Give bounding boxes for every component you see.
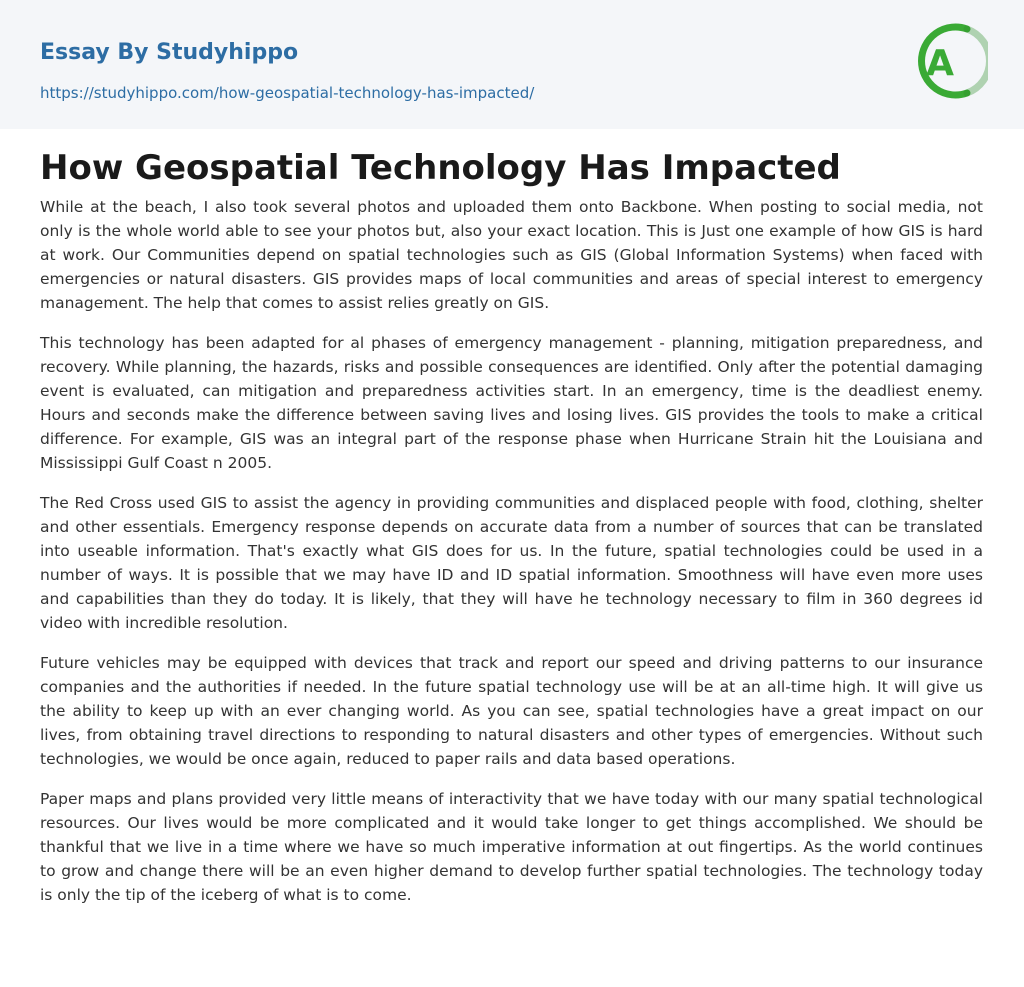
logo-letter: A [926,43,954,84]
article-body [0,129,1024,907]
brand-name[interactable]: Essay By Studyhippo [40,40,299,65]
paragraph-1: While at the beach, I also took several photos and uploaded them onto Backbone. When posting to social media, not only is the whole world able to see your photos but, also your exact location. This is Just one example of how GIS is hard at work. Our Communities depend on spatial technologies such as GIS (Global Information Systems) when faced with emergencies or natural disasters. GIS provides maps of local communities and areas of special interest to emergency management. The help that comes to assist relies greatly on GIS. [40,198,983,312]
paragraph-5: Paper maps and plans provided very little means of interactivity that we have today with our many spatial technological resources. Our lives would be more complicated and it would take longer to get things accomplished. We should be thankful that we live in a time where we have so much imperative information at out fingertips. As the world continues to grow and change there will be an even higher demand to develop further spatial technologies. The technology today is only the tip of the iceberg of what is to come. [40,790,983,904]
page-header [0,0,1024,129]
studyhippo-logo-icon[interactable] [910,17,988,105]
source-url-link[interactable]: https://studyhippo.com/how-geospatial-technology-has-impacted/ [40,84,535,102]
paragraph-3: The Red Cross used GIS to assist the agency in providing communities and displaced people with food, clothing, shelter and other essentials. Emergency response depends on accurate data from a number of sources that can be translated into useable information. That's exactly what GIS does for us. In the future, spatial technologies could be used in a number of ways. It is possible that we may have ID and ID spatial information. Smoothness will have even more uses and capabilities than they do today. It is likely, that they will have he technology necessary to film in 360 degrees id video with incredible resolution. [40,494,983,632]
page-title: How Geospatial Technology Has Impacted [40,148,841,188]
paragraph-4: Future vehicles may be equipped with devices that track and report our speed and driving patterns to our insurance companies and the authorities if needed. In the future spatial technology use will be at an all-time high. It will give us the ability to keep up with an ever changing world. As you can see, spatial technologies have a great impact on our lives, from obtaining travel directions to responding to natural disasters and other types of emergencies. Without such technologies, we would be once again, reduced to paper rails and data based operations. [40,654,983,768]
paragraph-2: This technology has been adapted for al phases of emergency management - planning, mitigation preparedness, and recovery. While planning, the hazards, risks and possible consequences are identified. Only after the potential damaging event is evaluated, can mitigation and preparedness activities start. In an emergency, time is the deadliest enemy. Hours and seconds make the difference between saving lives and losing lives. GIS provides the tools to make a critical difference. For example, GIS was an integral part of the response phase when Hurricane Strain hit the Louisiana and Mississippi Gulf Coast n 2005. [40,334,983,472]
